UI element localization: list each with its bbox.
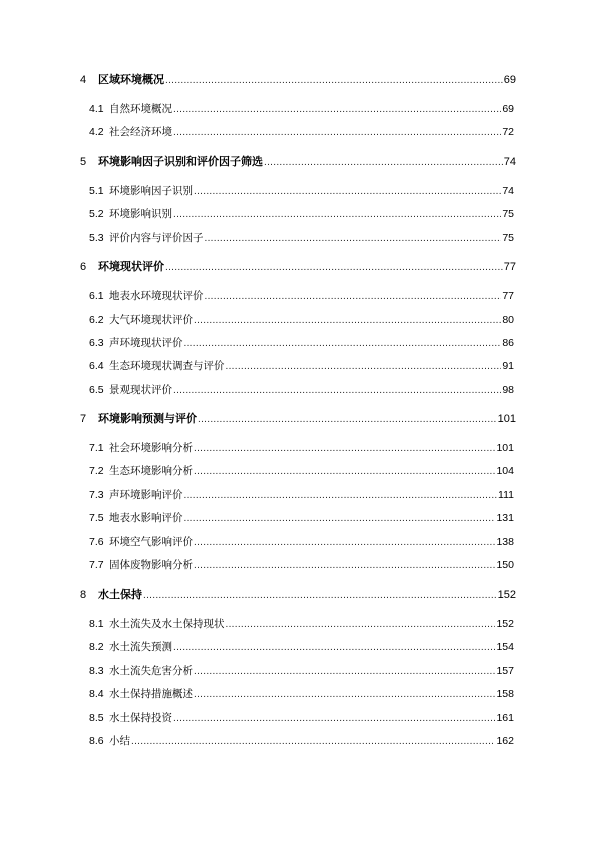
toc-entry-number: 7.2: [89, 465, 104, 477]
toc-entry-page-number: 111: [498, 489, 514, 501]
toc-entry-number: 4.1: [89, 103, 104, 115]
toc-dot-leader: [264, 156, 503, 170]
toc-entry-number: 8.4: [89, 688, 104, 700]
toc-entry-title: 水土流失危害分析: [109, 665, 193, 677]
toc-entry-page-number: 161: [496, 712, 514, 724]
toc-entry-title: 水土保持: [98, 588, 142, 601]
toc-entry-page-number: 74: [502, 185, 514, 197]
toc-section-entry[interactable]: [89, 711, 514, 725]
toc-dot-leader: [173, 208, 501, 222]
toc-chapter-entry[interactable]: [80, 412, 516, 426]
toc-entry-title: 环境影响预测与评价: [98, 412, 197, 425]
toc-section-entry[interactable]: [89, 535, 514, 549]
toc-dot-leader: [131, 735, 495, 749]
toc-entry-page-number: 75: [502, 208, 514, 220]
toc-entry-number: 8.6: [89, 735, 104, 747]
toc-entry-title: 环境影响因子识别和评价因子筛选: [98, 155, 263, 168]
toc-entry-title: 地表水环境现状评价: [109, 290, 204, 302]
toc-section-entry[interactable]: [89, 125, 514, 139]
toc-dot-leader: [173, 641, 495, 655]
toc-entry-number: 4.2: [89, 126, 104, 138]
toc-section-entry[interactable]: [89, 664, 514, 678]
toc-entry-number: 6.4: [89, 360, 104, 372]
toc-dot-leader: [205, 232, 502, 246]
toc-dot-leader: [194, 688, 495, 702]
toc-entry-title: 社会经济环境: [109, 126, 172, 138]
toc-entry-page-number: 131: [496, 512, 514, 524]
toc-chapter-entry[interactable]: [80, 73, 516, 87]
toc-entry-page-number: 69: [503, 74, 516, 86]
toc-section-entry[interactable]: [89, 488, 514, 502]
toc-chapter-entry[interactable]: [80, 260, 516, 274]
toc-entry-page-number: 152: [497, 589, 516, 601]
toc-entry-title: 评价内容与评价因子: [109, 232, 204, 244]
toc-entry-number: 8.2: [89, 641, 104, 653]
toc-entry-page-number: 80: [502, 314, 514, 326]
toc-dot-leader: [184, 337, 502, 351]
toc-section-entry[interactable]: [89, 383, 514, 397]
toc-dot-leader: [198, 413, 497, 427]
toc-dot-leader: [173, 126, 501, 140]
toc-section-entry[interactable]: [89, 231, 514, 245]
toc-entry-page-number: 157: [496, 665, 514, 677]
toc-dot-leader: [173, 384, 501, 398]
toc-entry-title: 水土保持投资: [109, 712, 172, 724]
toc-entry-number: 5.3: [89, 232, 104, 244]
toc-dot-leader: [184, 489, 498, 503]
toc-section-entry[interactable]: [89, 359, 514, 373]
toc-entry-title: 小结: [109, 735, 130, 747]
toc-entry-title: 自然环境概况: [109, 103, 172, 115]
toc-entry-page-number: 74: [503, 156, 516, 168]
toc-dot-leader: [194, 559, 495, 573]
toc-entry-number: 8.1: [89, 618, 104, 630]
toc-dot-leader: [205, 290, 502, 304]
toc-entry-page-number: 98: [502, 384, 514, 396]
toc-entry-title: 水土保持措施概述: [109, 688, 193, 700]
toc-entry-number: 6.2: [89, 314, 104, 326]
toc-dot-leader: [165, 261, 503, 275]
toc-entry-title: 声环境影响评价: [109, 489, 183, 501]
toc-section-entry[interactable]: [89, 617, 514, 631]
toc-dot-leader: [194, 536, 495, 550]
toc-dot-leader: [165, 74, 503, 88]
toc-section-entry[interactable]: [89, 558, 514, 572]
toc-section-entry[interactable]: [89, 687, 514, 701]
toc-entry-title: 环境影响因子识别: [109, 185, 193, 197]
toc-section-entry[interactable]: [89, 184, 514, 198]
toc-entry-page-number: 104: [496, 465, 514, 477]
toc-entry-title: 景观现状评价: [109, 384, 172, 396]
toc-entry-title: 水土流失预测: [109, 641, 172, 653]
toc-entry-number: 8.5: [89, 712, 104, 724]
toc-entry-title: 环境空气影响评价: [109, 536, 193, 548]
toc-section-entry[interactable]: [89, 511, 514, 525]
toc-entry-number: 8.3: [89, 665, 104, 677]
toc-entry-title: 声环境现状评价: [109, 337, 183, 349]
toc-dot-leader: [194, 665, 495, 679]
toc-entry-page-number: 72: [502, 126, 514, 138]
toc-section-entry[interactable]: [89, 207, 514, 221]
toc-entry-number: 7.1: [89, 442, 104, 454]
toc-entry-title: 社会环境影响分析: [109, 442, 193, 454]
toc-dot-leader: [173, 712, 495, 726]
toc-entry-page-number: 152: [496, 618, 514, 630]
toc-entry-number: 7.6: [89, 536, 104, 548]
toc-section-entry[interactable]: [89, 441, 514, 455]
toc-entry-page-number: 150: [496, 559, 514, 571]
toc-dot-leader: [194, 465, 495, 479]
toc-entry-number: 5.1: [89, 185, 104, 197]
toc-entry-number: 7.5: [89, 512, 104, 524]
toc-entry-number: 5: [80, 156, 87, 168]
toc-section-entry[interactable]: [89, 734, 514, 748]
toc-section-entry[interactable]: [89, 640, 514, 654]
toc-entry-title: 环境影响识别: [109, 208, 172, 220]
toc-entry-title: 环境现状评价: [98, 260, 164, 273]
toc-entry-page-number: 158: [496, 688, 514, 700]
toc-entry-number: 6.3: [89, 337, 104, 349]
toc-section-entry[interactable]: [89, 289, 514, 303]
toc-entry-page-number: 69: [502, 103, 514, 115]
toc-section-entry[interactable]: [89, 336, 514, 350]
toc-dot-leader: [194, 314, 501, 328]
toc-dot-leader: [194, 185, 501, 199]
toc-entry-number: 8: [80, 589, 87, 601]
toc-entry-title: 水土流失及水土保持现状: [109, 618, 225, 630]
toc-entry-number: 4: [80, 74, 87, 86]
toc-entry-number: 6.1: [89, 290, 104, 302]
toc-chapter-entry[interactable]: [80, 155, 516, 169]
toc-entry-page-number: 138: [496, 536, 514, 548]
toc-entry-title: 生态环境影响分析: [109, 465, 193, 477]
toc-section-entry[interactable]: [89, 464, 514, 478]
toc-entry-page-number: 91: [502, 360, 514, 372]
toc-entry-title: 地表水影响评价: [109, 512, 183, 524]
toc-entry-page-number: 101: [497, 413, 516, 425]
toc-entry-title: 固体废物影响分析: [109, 559, 193, 571]
toc-entry-page-number: 77: [503, 261, 516, 273]
toc-dot-leader: [184, 512, 496, 526]
toc-entry-page-number: 75: [502, 232, 514, 244]
toc-entry-number: 6: [80, 261, 87, 273]
toc-entry-page-number: 154: [496, 641, 514, 653]
toc-entry-number: 7: [80, 413, 87, 425]
toc-section-entry[interactable]: [89, 102, 514, 116]
toc-section-entry[interactable]: [89, 313, 514, 327]
toc-dot-leader: [143, 589, 497, 603]
toc-entry-number: 6.5: [89, 384, 104, 396]
toc-entry-page-number: 162: [496, 735, 514, 747]
toc-entry-number: 7.7: [89, 559, 104, 571]
toc-entry-page-number: 101: [496, 442, 514, 454]
toc-entry-page-number: 86: [502, 337, 514, 349]
toc-entry-number: 7.3: [89, 489, 104, 501]
toc-entry-title: 区域环境概况: [98, 73, 164, 86]
toc-dot-leader: [173, 103, 501, 117]
toc-entry-title: 生态环境现状调查与评价: [109, 360, 225, 372]
toc-dot-leader: [226, 618, 496, 632]
toc-dot-leader: [194, 442, 495, 456]
toc-dot-leader: [226, 360, 502, 374]
toc-entry-page-number: 77: [502, 290, 514, 302]
toc-entry-number: 5.2: [89, 208, 104, 220]
toc-chapter-entry[interactable]: [80, 588, 516, 602]
toc-entry-title: 大气环境现状评价: [109, 314, 193, 326]
